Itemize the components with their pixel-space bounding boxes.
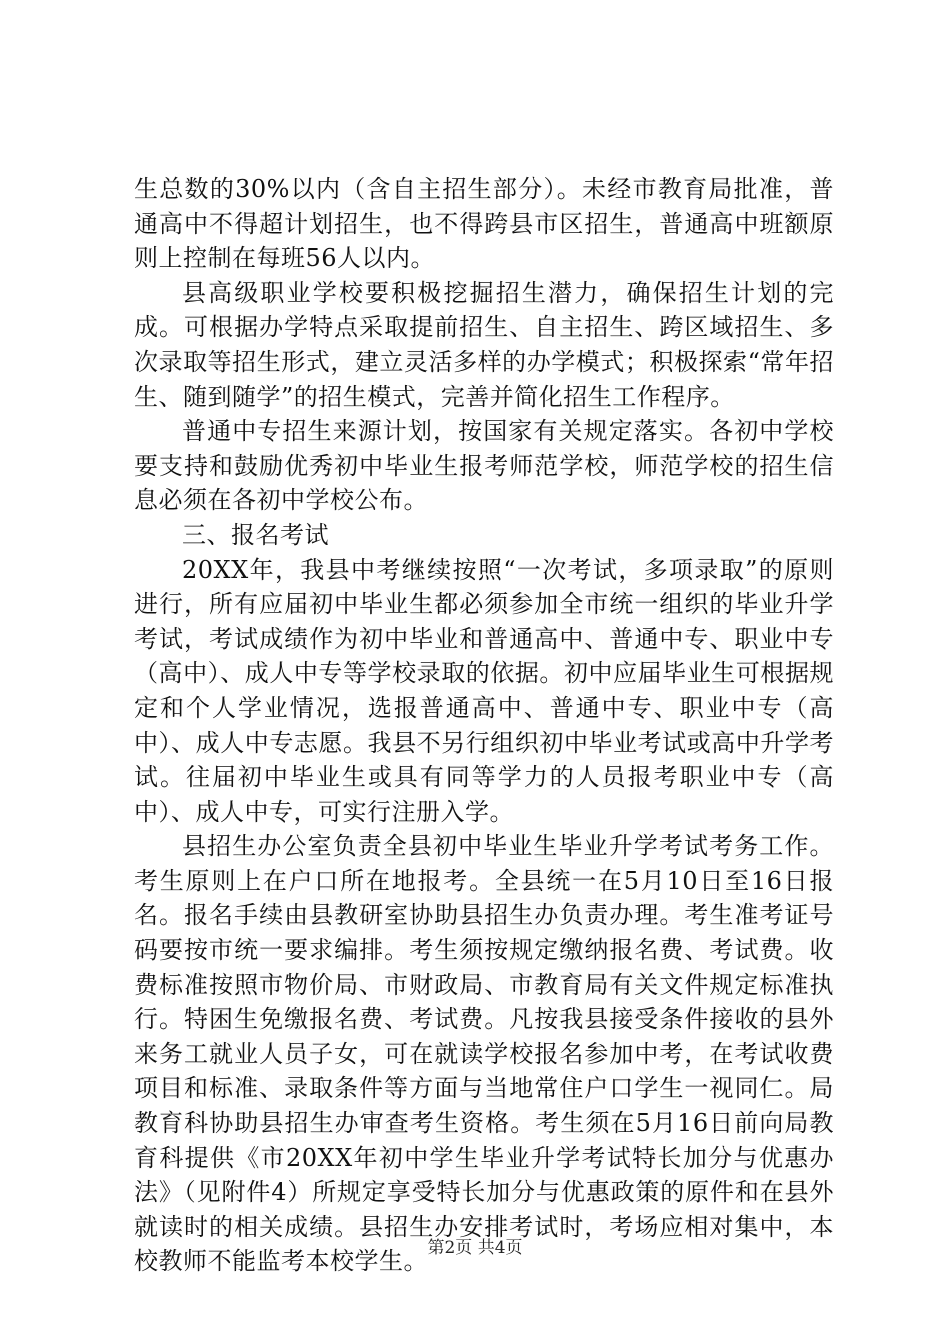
paragraph-exam-administration: 县招生办公室负责全县初中毕业生毕业升学考试考务工作。考生原则上在户口所在地报考。全县统一在5月10日至16日报名。报名手续由县教研室协助县招生办负责办理。考生准考证号码要按市统一要求编排。考生须按规定缴纳报名费、考试费。收费标准按照市物价局、市财政局、市教育局有关文件规定标准执行。特困生免缴报名费、考试费。凡按我县接受条件接收的县外来务工就业人员子女，可在就读学校报名参加中考，在考试收费项目和标准、录取条件等方面与当地常住户口学生一视同仁。局教育科协助县招生办审查考生资格。考生须在5月16日前向局教育科提供《市20XX年初中学生毕业升学考试特长加分与优惠办法》（见附件4）所规定享受特长加分与优惠政策的原件和在县外就读时的相关成绩。县招生办安排考试时，考场应相对集中，本校教师不能监考本校学生。	[134, 832, 834, 1276]
document-body	[134, 172, 834, 1279]
paragraph-technical-school: 普通中专招生来源计划，按国家有关规定落实。各初中学校要支持和鼓励优秀初中毕业生报考师范学校，师范学校的招生信息必须在各初中学校公布。	[134, 417, 834, 515]
paragraph-enrollment-ratio: 生总数的30%以内（含自主招生部分）。未经市教育局批准，普通高中不得超计划招生，也不得跨县市区招生，普通高中班额原则上控制在每班56人以内。	[134, 175, 834, 273]
page-number-footer: 第2页 共4页	[427, 1238, 523, 1258]
section-heading-registration-exam: 三、报名考试	[182, 520, 329, 549]
paragraph-exam-policy: 20XX年，我县中考继续按照“一次考试，多项录取”的原则进行，所有应届初中毕业生都必须参加全市统一组织的毕业升学考试，考试成绩作为初中毕业和普通高中、普通中专、职业中专（高中）、成人中专等学校录取的依据。初中应届毕业生可根据规定和个人学业情况，选报普通高中、普通中专、职业中专（高中）、成人中专志愿。我县不另行组织初中毕业考试或高中升学考试。往届初中毕业生或具有同等学力的人员报考职业中专（高中）、成人中专，可实行注册入学。	[134, 555, 834, 826]
paragraph-vocational-school: 县高级职业学校要积极挖掘招生潜力，确保招生计划的完成。可根据办学特点采取提前招生、自主招生、跨区域招生、多次录取等招生形式，建立灵活多样的办学模式；积极探索“常年招生、随到随学”的招生模式，完善并简化招生工作程序。	[134, 278, 834, 411]
